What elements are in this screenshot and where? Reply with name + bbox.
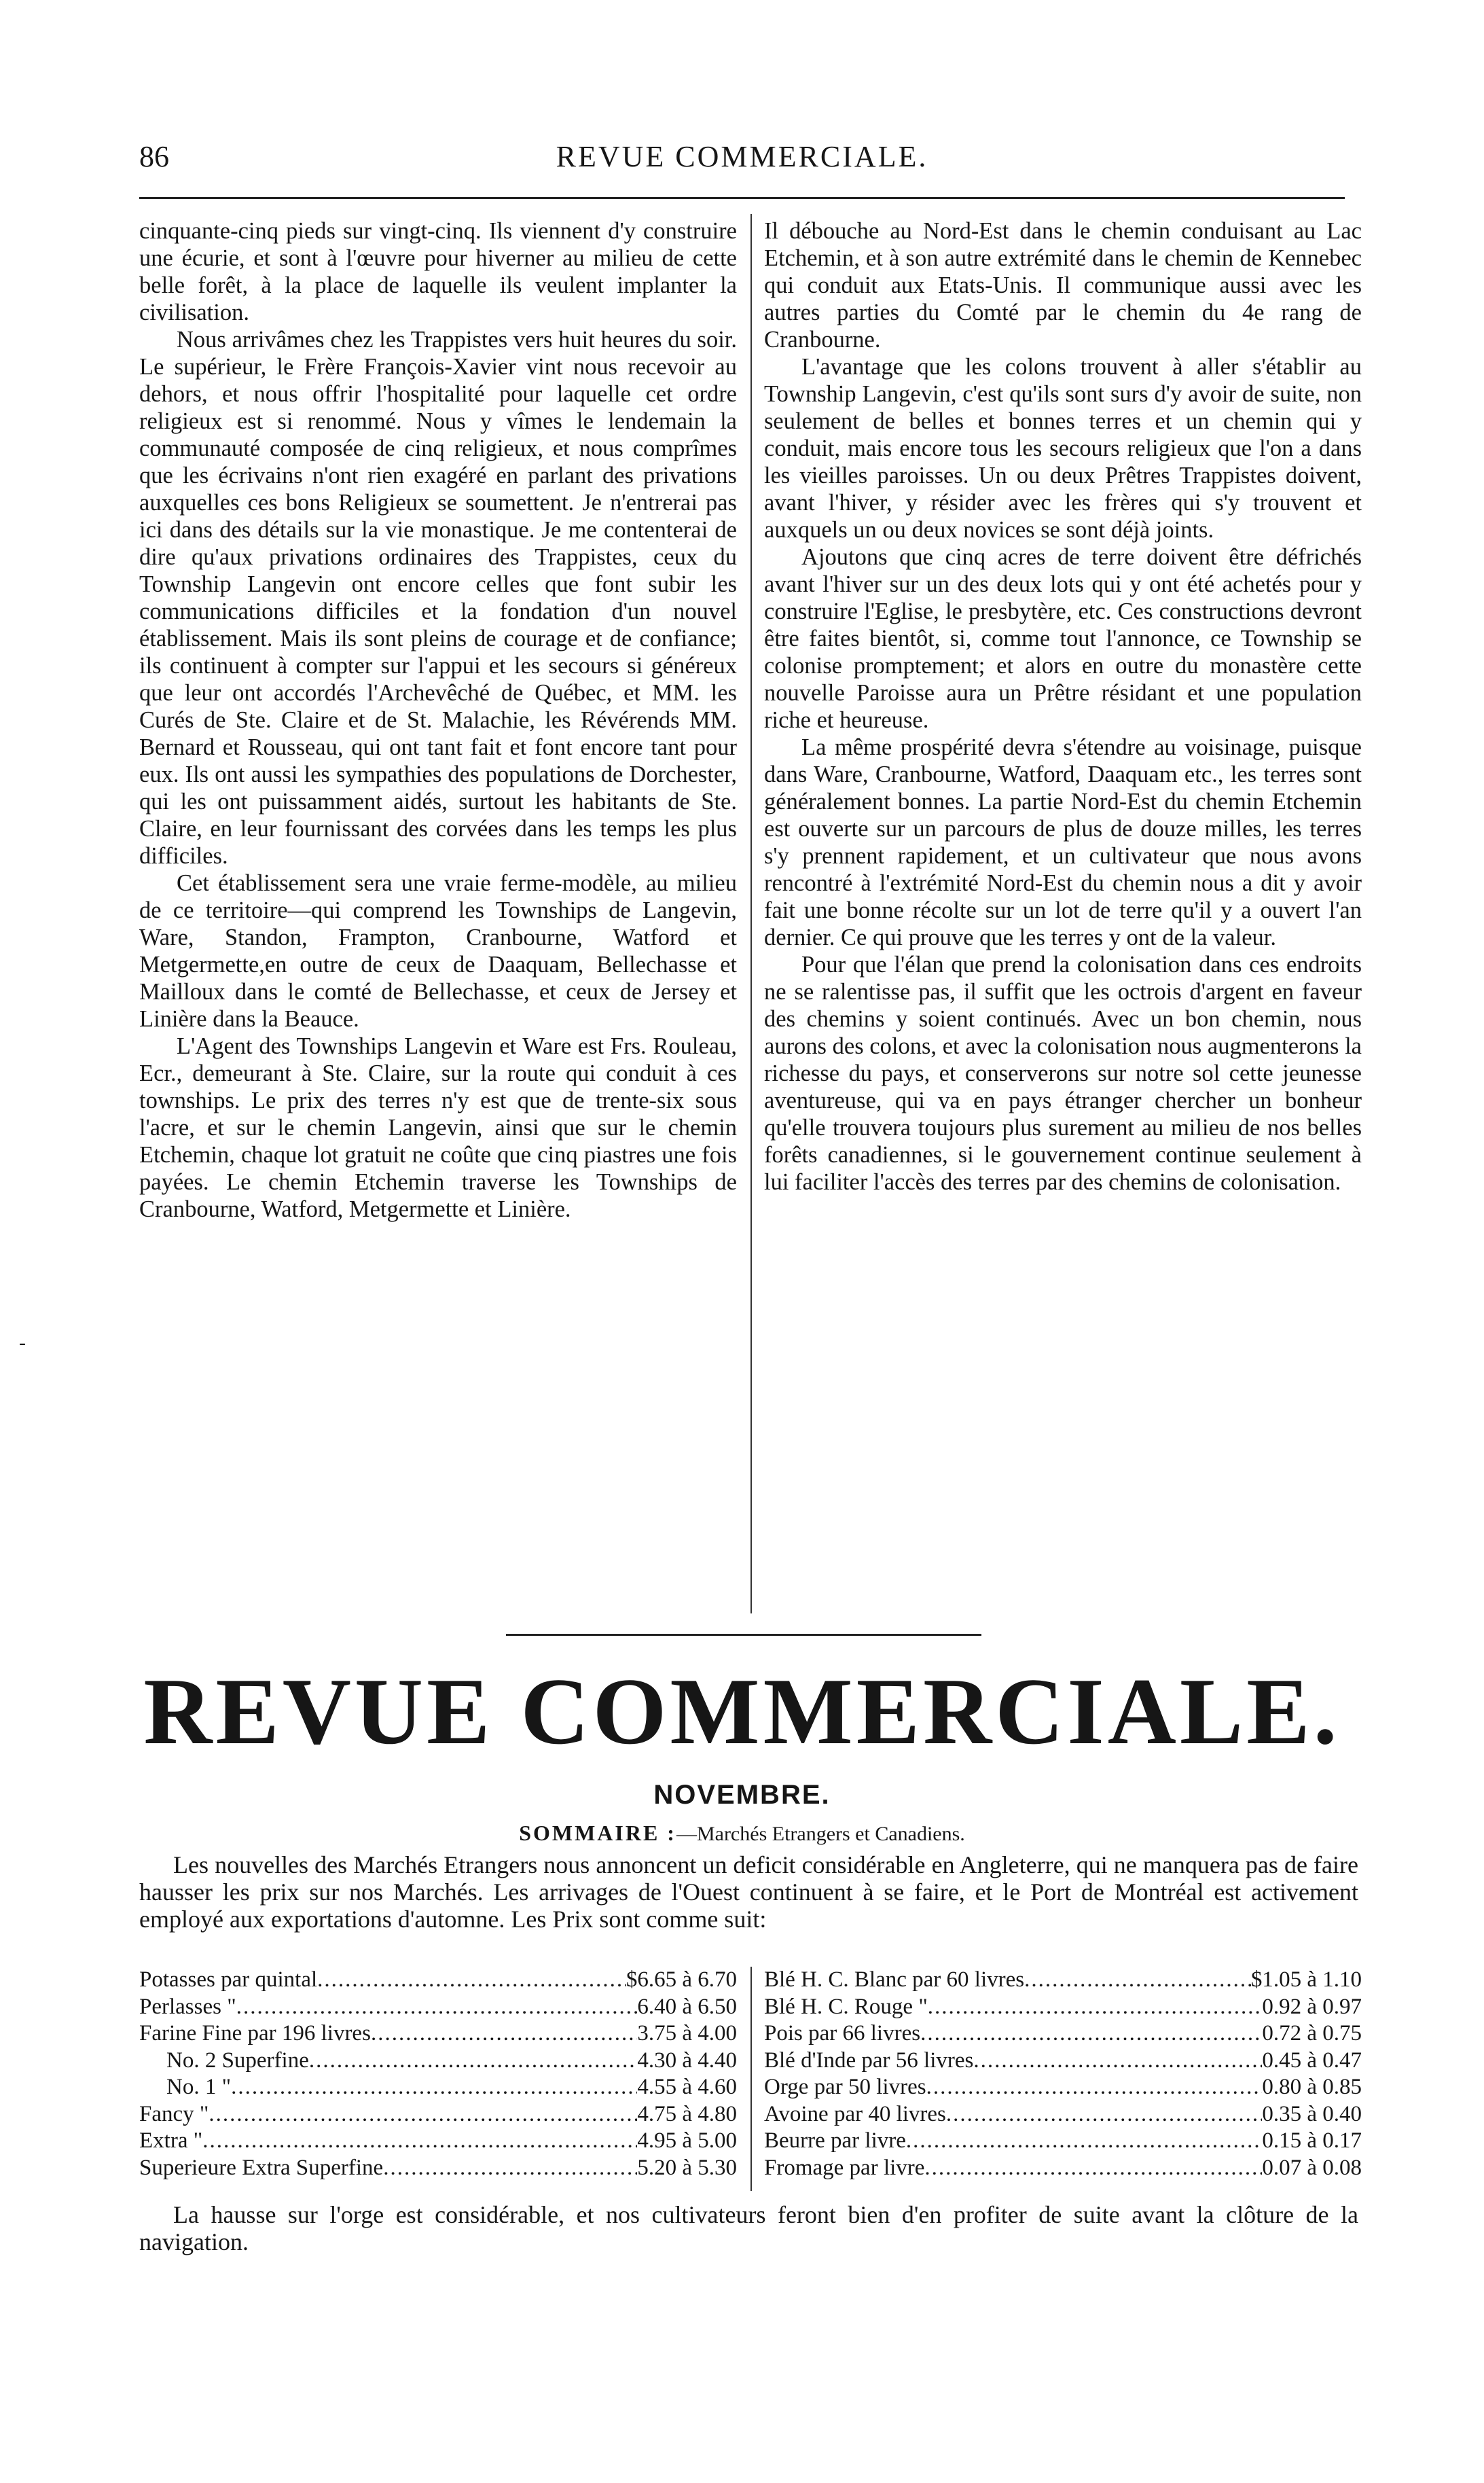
right-column [764, 217, 1362, 1196]
summary-text: —Marchés Etrangers et Canadiens. [676, 1823, 965, 1845]
price-row: Blé d'Inde par 56 livres ..... 0.45 à 0.47 [764, 2048, 1362, 2075]
running-title: REVUE COMMERCIALE. [556, 140, 928, 173]
price-row: Orge par 50 livres ..... 0.80 à 0.85 [764, 2074, 1362, 2101]
paragraph: L'avantage que les colons trouvent à aller s'établir au Township Langevin, c'est qu'ils sont surs d'y avoir de suite, non seulement de belles et bonnes terres et un chemin qui y conduit, mais encore tous les secours religieux que l'on a dans les vieilles paroisses. Un ou deux Prêtres Trappistes doivent, avant l'hiver, y résider avec les frères qui s'y trouvent et auxquels un ou deux novices se sont déjà joints. [764, 354, 1362, 543]
section-title: REVUE COMMERCIALE. [143, 1659, 1341, 1764]
section-rule [506, 1634, 981, 1636]
price-row: Potasses par quintal ..... $6.65 à 6.70 [139, 1967, 737, 1994]
price-row: Perlasses " ..... 6.40 à 6.50 [139, 1994, 737, 2021]
paragraph: Pour que l'élan que prend la colonisation dans ces endroits ne se ralentisse pas, il suffit que les octrois d'argent en faveur des chemins y soient continués. Avec un bon chemin, nous aurons des colons, et avec la colonisation nous augmenterons la richesse du pays, et conserverons sur notre sol cette jeunesse aventureuse, qui va en pays étranger chercher un bonheur qu'elle trouvera toujours plus surement au milieu de nos belles forêts canadiennes, si le gouvernement continue seulement à lui faciliter l'accès des terres par des chemins de colonisation. [764, 952, 1362, 1195]
price-row: Fromage par livre ..... 0.07 à 0.08 [764, 2155, 1362, 2182]
page-number: 86 [139, 140, 169, 173]
paragraph: Cet établissement sera une vraie ferme-modèle, au milieu de ce territoire—qui comprend les Townships de Langevin, Ware, Standon, Frampton, Cranbourne, Watford et Metgermette,en outre de ceux de Daaquam, Bellechasse et Mailloux dans le comté de Bellechasse, et ceux de Jersey et Linière dans la Beauce. [139, 870, 737, 1032]
paragraph: Il débouche au Nord-Est dans le chemin conduisant au Lac Etchemin, et à son autre extrémité dans le chemin de Kennebec qui conduit aux Etats-Unis. Il communique aussi avec les autres parties du Comté par le chemin du 4e rang de Cranbourne. [764, 218, 1362, 353]
price-list-left [139, 1967, 737, 2181]
summary-line [139, 1821, 1345, 1846]
summary-label: SOMMAIRE : [519, 1821, 676, 1845]
price-row: Blé H. C. Rouge " ..... 0.92 à 0.97 [764, 1994, 1362, 2021]
price-row: Avoine par 40 livres ..... 0.35 à 0.40 [764, 2101, 1362, 2128]
price-divider [750, 1967, 752, 2191]
paragraph: cinquante-cinq pieds sur vingt-cinq. Ils viennent d'y construire une écurie, et sont à l'œuvre pour hiverner au milieu de cette belle forêt, à la place de laquelle ils veulent implanter la civilisation. [139, 218, 737, 325]
paragraph: Ajoutons que cinq acres de terre doivent être défrichés avant l'hiver sur un des deux lots qui y ont été achetés pour y construire l'Eglise, le presbytère, etc. Ces constructions devront être faites bientôt, si, comme tout l'annonce, ce Township se colonise promptement; et alors en outre du monastère cette nouvelle Paroisse aura un Prêtre résidant et une population riche et heureuse. [764, 544, 1362, 733]
left-column [139, 217, 737, 1223]
price-row: Beurre par livre ..... 0.15 à 0.17 [764, 2128, 1362, 2155]
paragraph: Nous arrivâmes chez les Trappistes vers huit heures du soir. Le supérieur, le Frère François-Xavier vint nous recevoir au dehors, et nous offrir l'hospitalité pour laquelle cet ordre religieux est si renommé. Nous y vîmes le lendemain la communauté composée de cinq religieux, et nous comprîmes que les écrivains n'ont rien exagéré en parlant des privations auxquelles ces bons Religieux se soumettent. Je n'entrerai pas ici dans des détails sur la vie monastique. Je me contenterai de dire qu'aux privations ordinaires des Trappistes, ceux du Township Langevin ont encore celles que font subir les communications difficiles et la fondation d'un nouvel établissement. Mais ils sont pleins de courage et de confiance; ils continuent à compter sur l'appui et les secours si généreux que leur ont accordés l'Archevêché de Québec, et MM. les Curés de Ste. Claire et de St. Malachie, les Révérends MM. Bernard et Rousseau, qui ont tant fait et font encore tant pour eux. Ils ont aussi les sympathies des populations de Dorchester, qui les ont puissamment aidés, surtout les habitants de Ste. Claire, en leur fournissant des corvées dans les temps les plus difficiles. [139, 327, 737, 869]
margin-mark: - [19, 1332, 26, 1354]
price-row: No. 1 " ..... 4.55 à 4.60 [139, 2074, 737, 2101]
closing-paragraph: La hausse sur l'orge est considérable, et nos cultivateurs feront bien d'en profiter de suite avant la clôture de la navigation. [139, 2201, 1358, 2255]
section-month: NOVEMBRE. [653, 1780, 831, 1810]
price-row: Blé H. C. Blanc par 60 livres ..... $1.05 à 1.10 [764, 1967, 1362, 1994]
price-row: No. 2 Superfine ..... 4.30 à 4.40 [139, 2048, 737, 2075]
price-row: Farine Fine par 196 livres ..... 3.75 à 4.00 [139, 2020, 737, 2048]
price-row: Superieure Extra Superfine ..... 5.20 à 5.30 [139, 2155, 737, 2182]
price-row: Pois par 66 livres ..... 0.72 à 0.75 [764, 2020, 1362, 2048]
paragraph: La même prospérité devra s'étendre au voisinage, puisque dans Ware, Cranbourne, Watford, Daaquam etc., les terres sont généralement bonnes. La partie Nord-Est du chemin Etchemin est ouverte sur un parcours de plus de douze milles, les terres s'y prennent rapidement, et un cultivateur que nous avons rencontré à l'extrémité Nord-Est du chemin nous a dit y avoir fait une bonne récolte sur un lot de terre qu'il y a ouvert l'an dernier. Ce qui prouve que les terres y ont de la valeur. [764, 734, 1362, 950]
price-row: Extra " ..... 4.95 à 5.00 [139, 2128, 737, 2155]
section-intro: Les nouvelles des Marchés Etrangers nous annoncent un deficit considérable en Angleterre, qui ne manquera pas de faire hausser les prix sur nos Marchés. Les arrivages de l'Ouest continuent à se faire, et le Port de Montréal est activement employé aux exportations d'automne. Les Prix sont comme suit: [139, 1851, 1358, 1933]
price-list-right [764, 1967, 1362, 2181]
running-head [139, 139, 1345, 187]
header-rule [139, 197, 1345, 199]
price-row: Fancy " ..... 4.75 à 4.80 [139, 2101, 737, 2128]
column-divider [750, 214, 752, 1613]
paragraph: L'Agent des Townships Langevin et Ware est Frs. Rouleau, Ecr., demeurant à Ste. Claire, sur la route qui conduit à ces townships. Le prix des terres n'y est que de trente-six sous l'acre, et sur le chemin Langevin, ainsi que sur le chemin Etchemin, chaque lot gratuit ne coûte que cinq piastres une fois payées. Le chemin Etchemin traverse les Townships de Cranbourne, Watford, Metgermette et Linière. [139, 1033, 737, 1222]
